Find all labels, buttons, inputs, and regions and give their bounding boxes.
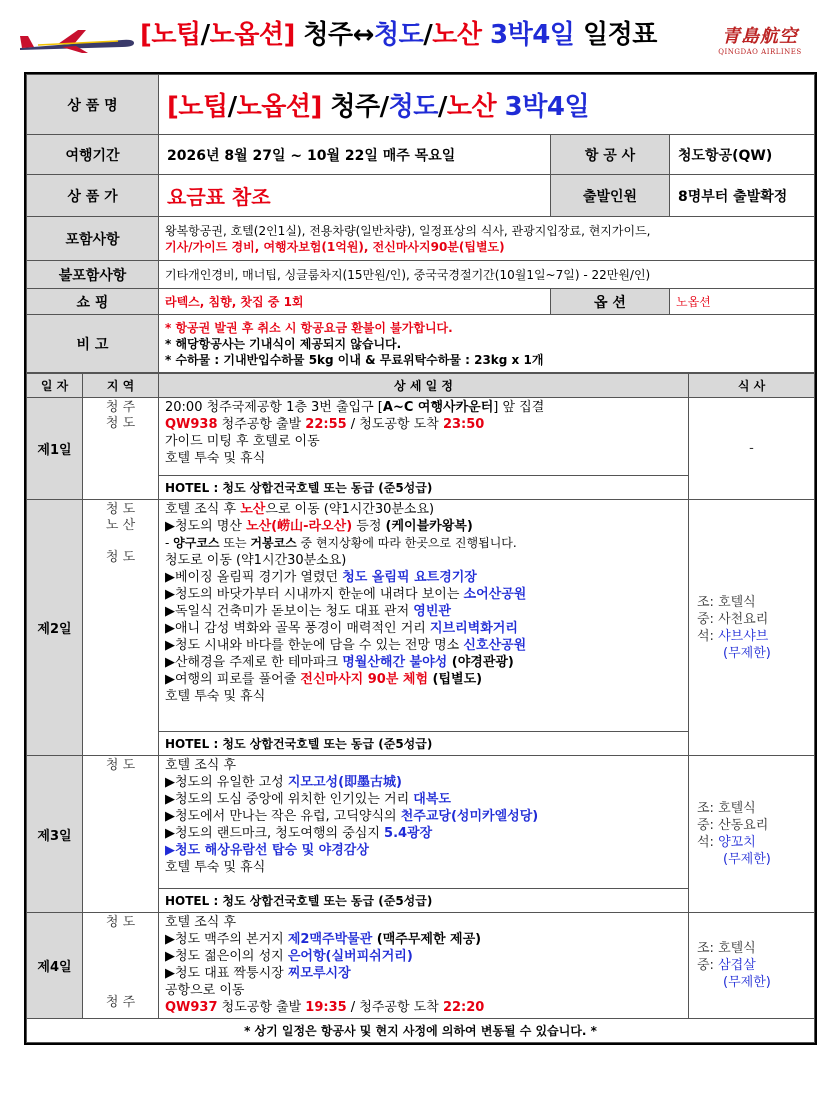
day1-label: 제1일 <box>27 398 83 500</box>
title-suffix: 일정표 <box>574 20 657 50</box>
region-label: 청 도 <box>105 550 136 565</box>
pn-slash: / <box>437 92 447 122</box>
meal-line <box>697 834 814 851</box>
airplane-icon <box>18 26 136 54</box>
detail-line <box>165 931 682 948</box>
text-blue: 삼겹살 <box>718 958 756 973</box>
text-red: 노산 <box>240 502 266 517</box>
detail-line <box>165 637 682 654</box>
included-line: 왕복항공권, 호텔(2인1실), 전용차량(일반차량), 일정표상의 식사, 관광지입장료, 현지가이드, <box>165 223 651 238</box>
text-blue: 소어산공원 <box>463 587 527 602</box>
text-blue: 청도 올림픽 요트경기장 <box>342 570 477 585</box>
flight-number: QW937 <box>165 1000 218 1015</box>
day4-row <box>27 913 815 1019</box>
title-arrow: ↔ <box>352 20 374 50</box>
airline-logo-cn: 青島航空 <box>722 26 798 47</box>
detail-line <box>165 791 682 808</box>
included-row <box>27 217 815 261</box>
text-red: 전신마사지 90분 체험 <box>300 672 429 687</box>
text: 20:00 청주국제공항 1층 3번 출입구 [ <box>165 400 383 415</box>
price-label: 상 품 가 <box>27 175 159 217</box>
departure-time: 19:35 <box>305 1000 347 1015</box>
meal-line: (무제한) <box>723 975 771 990</box>
detail-line <box>165 999 682 1016</box>
option-label: 옵 션 <box>551 289 670 315</box>
text: ▶청도의 유일한 고성 <box>165 775 288 790</box>
price-text: 요금표 참조 <box>167 185 271 209</box>
page-header <box>0 0 835 62</box>
notes-value <box>159 315 815 373</box>
day3-label: 제3일 <box>27 756 83 913</box>
text: 호텔 조식 후 <box>165 502 241 517</box>
note-line: * 수하물 : 기내반입수하물 5kg 이내 & 무료위탁수하물 : 23kg x 1개 <box>165 352 544 367</box>
airline-logo <box>700 22 820 56</box>
header-day: 일 자 <box>27 374 83 398</box>
meal-line <box>697 628 814 645</box>
day3-meal <box>689 756 815 913</box>
detail-line: 호텔 투숙 및 휴식 <box>165 860 266 875</box>
arrival-time: 23:50 <box>442 417 485 432</box>
detail-line <box>165 948 682 965</box>
day1-row <box>27 398 815 476</box>
footer-note: * 상기 일정은 항공사 및 현지 사정에 의하여 변동될 수 있습니다. * <box>27 1019 815 1043</box>
pn-slash: / <box>227 92 237 122</box>
day4-detail <box>159 913 689 1019</box>
pn-laoshan: 노산 <box>446 92 497 122</box>
text-bold: (맥주무제한 제공) <box>372 932 482 947</box>
pn-bracket: [ <box>167 92 179 122</box>
text-blue: 명월산해간 불야성 <box>342 655 448 670</box>
meal-line: 중: 산동요리 <box>697 818 769 833</box>
detail-line: 가이드 미팅 후 호텔로 이동 <box>165 434 320 449</box>
period-row <box>27 135 815 175</box>
text: ▶애니 감성 벽화와 골목 풍경이 매력적인 거리 <box>165 621 430 636</box>
text-bold: (팁별도) <box>428 672 483 687</box>
included-value <box>159 217 815 261</box>
text: 으로 이동 (약1시간30분소요) <box>265 502 435 517</box>
text-bold: 거봉코스 <box>250 536 297 550</box>
text: ▶산해경을 주제로 한 테마파크 <box>165 655 343 670</box>
notes-row <box>27 315 815 373</box>
detail-line <box>165 825 682 842</box>
product-name-row <box>27 75 815 135</box>
text: ▶청도 대표 짝퉁시장 <box>165 966 288 981</box>
meal-line: 조: 호텔식 <box>697 594 756 610</box>
text-blue: 신호산공원 <box>463 638 527 653</box>
text: 청주공항 출발 <box>217 417 306 432</box>
option-value: 노옵션 <box>670 289 815 315</box>
detail-line: 호텔 조식 후 <box>165 758 237 773</box>
departure-value: 8명부터 출발확정 <box>670 175 815 217</box>
day2-row <box>27 500 815 732</box>
detail-line <box>165 774 682 791</box>
text: ▶여행의 피로를 풀어줄 <box>165 672 301 687</box>
detail-line: 호텔 투숙 및 휴식 <box>165 451 266 466</box>
airline-value: 청도항공(QW) <box>670 135 815 175</box>
region-label <box>83 931 158 947</box>
arrival-time: 22:20 <box>442 1000 485 1015</box>
text: ] 앞 집결 <box>493 400 545 415</box>
schedule-table <box>26 373 815 1043</box>
text-bold: (케이블카왕복) <box>385 519 473 534</box>
text-blue: 제2맥주박물관 <box>287 932 373 947</box>
detail-line <box>165 808 682 825</box>
region-label <box>83 947 158 963</box>
text: 석: <box>697 628 719 644</box>
text-bold: 양구코스 <box>173 536 220 550</box>
detail-line <box>165 501 682 518</box>
detail-line: 공항으로 이동 <box>165 983 245 998</box>
text: ▶청도의 랜드마크, 청도여행의 중심지 <box>165 826 385 841</box>
price-value <box>159 175 551 217</box>
text-blue: 대복도 <box>413 792 451 807</box>
flight-number: QW938 <box>165 417 218 432</box>
text: ▶청도 맥주의 본거지 <box>165 932 288 947</box>
product-name-label: 상 품 명 <box>27 75 159 135</box>
airline-logo-en: QINGDAO AIRLINES <box>718 48 802 56</box>
text-blue: 영빈관 <box>413 604 451 619</box>
excluded-row <box>27 261 815 289</box>
shopping-value: 라텍스, 침향, 찻집 중 1회 <box>159 289 551 315</box>
text: ▶청도의 바닷가부터 시내까지 한눈에 내려다 보이는 <box>165 587 464 602</box>
pn-notip: 노팁 <box>178 92 228 122</box>
region-label: 청 도 <box>105 758 136 773</box>
detail-line <box>165 603 682 620</box>
text: ▶독일식 건축미가 돋보이는 청도 대표 관저 <box>165 604 414 619</box>
text-blue: 찌모루시장 <box>287 966 351 981</box>
note-line: * 해당항공사는 기내식이 제공되지 않습니다. <box>165 336 402 351</box>
detail-line <box>165 586 682 603</box>
text-blue: 지브리벽화거리 <box>429 621 518 636</box>
region-label: 청 도 <box>105 915 136 930</box>
detail-line <box>165 518 682 535</box>
text-blue: 샤브샤브 <box>718 628 769 644</box>
day1-detail <box>159 398 689 476</box>
day2-regions <box>83 500 159 756</box>
text: ▶청도의 도심 중앙에 위치한 인기있는 거리 <box>165 792 414 807</box>
region-label: 노 산 <box>105 518 136 533</box>
day4-regions <box>83 913 159 1019</box>
title-laoshan: 노산 <box>432 20 482 50</box>
title-slash: / <box>423 20 433 50</box>
detail-line: 청도로 이동 (약1시간30분소요) <box>165 553 347 568</box>
detail-line <box>165 620 682 637</box>
text-blue: 양꼬치 <box>718 835 756 850</box>
meal-line: (무제한) <box>723 645 771 661</box>
title-slash: / <box>200 20 210 50</box>
period-value: 2026년 8월 27일 ~ 10월 22일 매주 목요일 <box>159 135 551 175</box>
product-name-value <box>159 75 815 135</box>
title-bracket-close: ] <box>283 20 295 50</box>
meal-line: 중: 사천요리 <box>697 611 769 627</box>
text: ▶청도에서 만나는 작은 유럽, 고딕양식의 <box>165 809 401 824</box>
title-qingdao: 청도 <box>373 20 424 50</box>
day2-meal <box>689 500 815 756</box>
shopping-label: 쇼 핑 <box>27 289 159 315</box>
text: ▶베이징 올림픽 경기가 열렸던 <box>165 570 343 585</box>
text-blue: 천주교당(성미카엘성당) <box>400 809 539 824</box>
meal-line <box>697 957 814 974</box>
meal-line: 조: 호텔식 <box>697 801 756 816</box>
pn-origin: 청주/ <box>321 92 389 122</box>
detail-line: 호텔 조식 후 <box>165 915 237 930</box>
day2-detail <box>159 500 689 732</box>
period-label: 여행기간 <box>27 135 159 175</box>
text: 중 현지상황에 따라 한곳으로 진행됩니다. <box>296 536 517 550</box>
detail-line: 호텔 투숙 및 휴식 <box>165 689 266 704</box>
pn-nooption: 노옵션 <box>236 92 311 122</box>
text: ▶청도의 명산 <box>165 519 247 534</box>
text: ▶청도 젊은이의 성지 <box>165 949 288 964</box>
day4-meal <box>689 913 815 1019</box>
text: / 청도공항 도착 <box>346 417 443 432</box>
day1-meal: - <box>689 398 815 500</box>
text-bold: (야경관광) <box>447 655 514 670</box>
text-blue: 지모고성(即墨古城) <box>287 775 402 790</box>
day1-hotel: HOTEL : 청도 상합건국호텔 또는 동급 (준5성급) <box>159 476 689 500</box>
day1-regions <box>83 398 159 500</box>
day2-label: 제2일 <box>27 500 83 756</box>
day3-regions <box>83 756 159 913</box>
detail-line <box>165 399 682 416</box>
detail-line <box>165 671 682 688</box>
text: 청도공항 출발 <box>217 1000 306 1015</box>
region-label: 청 주 <box>105 995 136 1010</box>
day3-detail <box>159 756 689 889</box>
text-blue: 은어항(실버피쉬거리) <box>287 949 413 964</box>
departure-label: 출발인원 <box>551 175 670 217</box>
text: / 청주공항 도착 <box>346 1000 443 1015</box>
text: ▶청도 시내와 바다를 한눈에 담을 수 있는 전망 명소 <box>165 638 464 653</box>
included-label: 포함사항 <box>27 217 159 261</box>
footer-row <box>27 1019 815 1043</box>
region-label: 청 주 <box>105 400 136 415</box>
header-meal: 식 사 <box>689 374 815 398</box>
text: 또는 <box>219 536 251 550</box>
header-region: 지 역 <box>83 374 159 398</box>
title-origin: 청주 <box>294 20 353 50</box>
region-label: 청 도 <box>105 416 136 431</box>
text: 중: <box>697 958 719 973</box>
title-bracket-open: [ <box>140 20 152 50</box>
title-duration: 3박4일 <box>481 20 575 50</box>
itinerary-sheet <box>24 72 817 1045</box>
title-nooption: 노옵션 <box>209 20 284 50</box>
text-red: 노산(崂山-라오산) <box>246 519 353 534</box>
detail-line <box>165 654 682 671</box>
region-label <box>83 979 158 995</box>
notes-label: 비 고 <box>27 315 159 373</box>
text-blue: 5.4광장 <box>384 826 433 841</box>
meal-line: 조: 호텔식 <box>697 941 756 956</box>
pn-bracket: ] <box>310 92 322 122</box>
detail-line <box>165 416 682 433</box>
text-bold: A~C 여행사카운터 <box>382 400 494 415</box>
excluded-label: 불포함사항 <box>27 261 159 289</box>
day3-hotel: HOTEL : 청도 상합건국호텔 또는 동급 (준5성급) <box>159 889 689 913</box>
departure-time: 22:55 <box>305 417 347 432</box>
text: - <box>165 536 174 550</box>
region-label <box>83 963 158 979</box>
header-detail: 상 세 일 정 <box>159 374 689 398</box>
detail-line: ▶청도 해상유람선 탑승 및 야경감상 <box>165 843 369 858</box>
text: 등정 <box>352 519 386 534</box>
pn-duration: 3박4일 <box>496 92 590 122</box>
text: 석: <box>697 835 719 850</box>
price-row <box>27 175 815 217</box>
shopping-row <box>27 289 815 315</box>
region-label: 청 도 <box>105 502 136 517</box>
detail-line <box>165 535 682 552</box>
title-notip: 노팁 <box>151 20 201 50</box>
meal-line: (무제한) <box>723 852 771 867</box>
day4-label: 제4일 <box>27 913 83 1019</box>
airline-label: 항 공 사 <box>551 135 670 175</box>
page-title <box>140 14 657 51</box>
detail-line <box>165 965 682 982</box>
schedule-header-row <box>27 374 815 398</box>
day3-row <box>27 756 815 889</box>
included-line-highlight: 기사/가이드 경비, 여행자보험(1억원), 전신마사지90분(팁별도) <box>165 239 505 254</box>
day2-hotel: HOTEL : 청도 상합건국호텔 또는 동급 (준5성급) <box>159 732 689 756</box>
info-table <box>26 74 815 373</box>
pn-qingdao: 청도 <box>388 92 438 122</box>
detail-line <box>165 569 682 586</box>
excluded-value: 기타개인경비, 매너팁, 싱글룸차지(15만원/인), 중국국경절기간(10월1일~7일) - 22만원/인) <box>159 261 815 289</box>
region-label <box>83 534 158 550</box>
note-line: * 항공권 발권 후 취소 시 항공요금 환불이 불가합니다. <box>165 320 453 335</box>
